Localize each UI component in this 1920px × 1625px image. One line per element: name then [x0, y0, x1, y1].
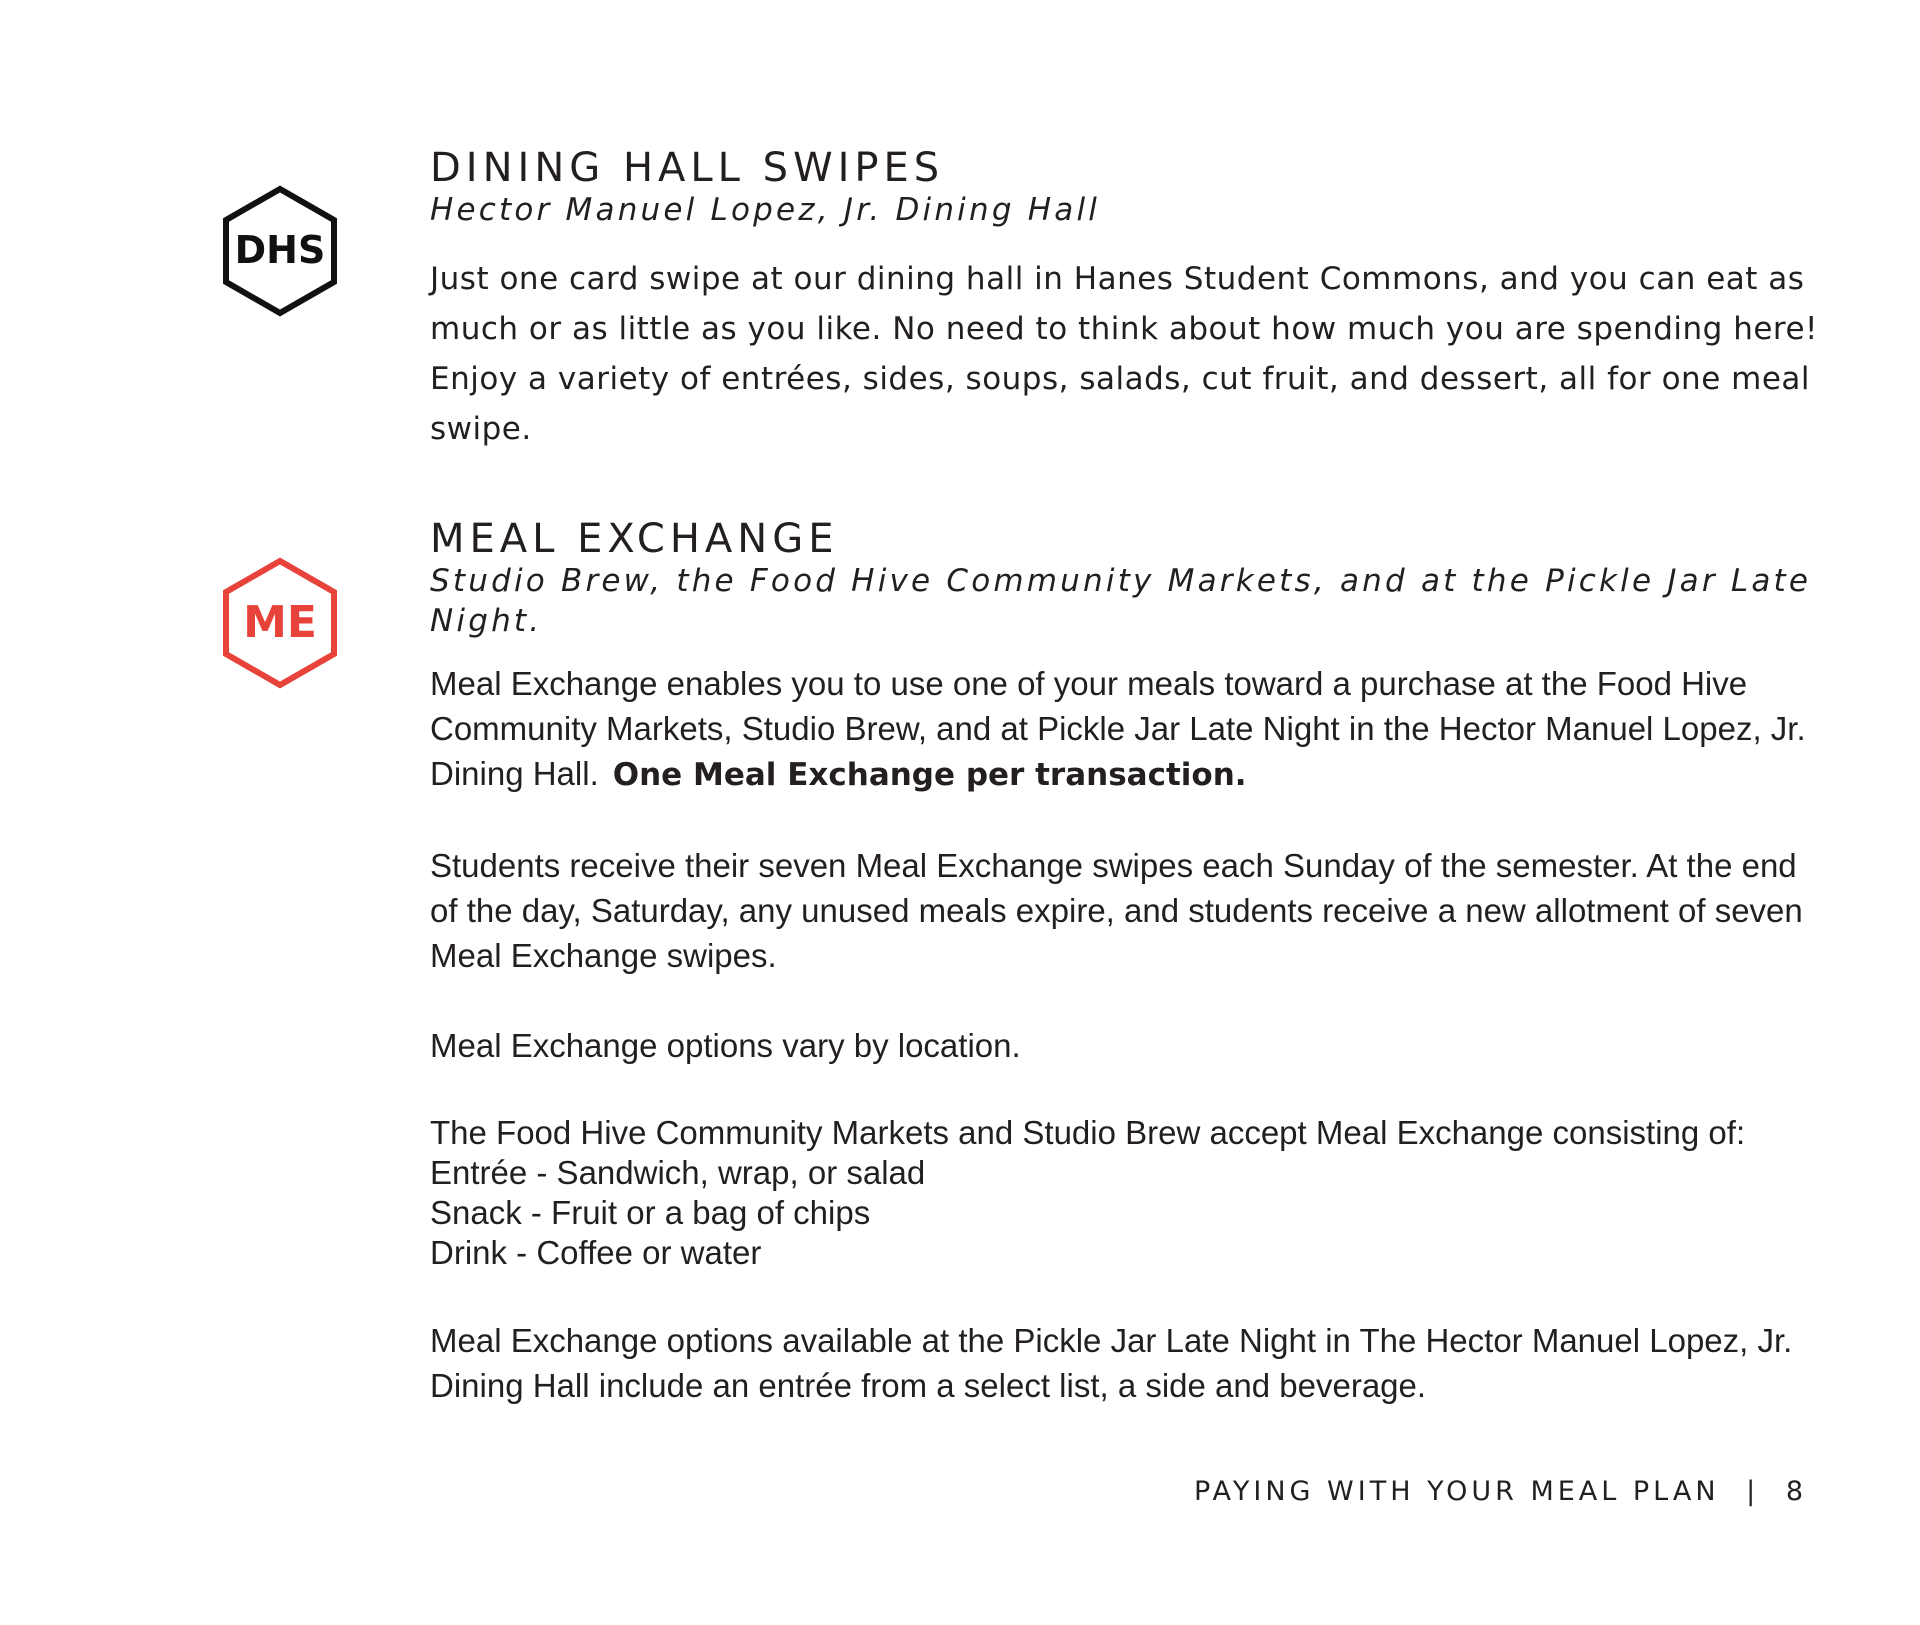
me-icon-label: ME [243, 597, 317, 648]
meal-exchange-limit-note: One Meal Exchange per transaction. [612, 757, 1247, 793]
option-entree: Entrée - Sandwich, wrap, or salad [430, 1154, 926, 1191]
footer-separator: | [1746, 1476, 1760, 1507]
meal-exchange-section [430, 517, 1830, 1408]
pickle-jar-options: Meal Exchange options available at the Pickle Jar Late Night in The Hector Manuel Lopez, Jr. Dining Hall include an entrée from a select list, a side and beverage. [430, 1322, 1793, 1404]
meal-exchange-weekly: Students receive their seven Meal Exchange swipes each Sunday of the semester. At the end of the day, Saturday, any unused meals expire, and students receive a new allotment of seven Meal Exchange swipes. [430, 847, 1803, 974]
page-number: 8 [1785, 1476, 1807, 1507]
meal-exchange-subtitle: Studio Brew, the Food Hive Community Markets, and at the Pickle Jar Late Night. [430, 563, 1812, 639]
options-heading: The Food Hive Community Markets and Studio Brew accept Meal Exchange consisting of: [430, 1114, 1746, 1151]
dining-hall-title: DINING HALL SWIPES [430, 145, 945, 191]
option-snack: Snack - Fruit or a bag of chips [430, 1194, 871, 1231]
dining-hall-body: Just one card swipe at our dining hall in Hanes Student Commons, and you can eat as much or as little as you like. No need to think about how much you are spending here! Enjoy a variety of entrées, sides, soups, salads, cut fruit, and dessert, all for one meal swipe. [430, 261, 1818, 447]
page-footer [1194, 1476, 1807, 1507]
meal-exchange-intro: Meal Exchange enables you to use one of your meals toward a purchase at the Food Hive Community Markets, Studio Brew, and at Pickle Jar Late Night in the Hector Manuel Lopez, Jr. Dining Hall. [430, 665, 1806, 792]
dhs-icon-label: DHS [234, 228, 326, 272]
dining-hall-subtitle: Hector Manuel Lopez, Jr. Dining Hall [430, 192, 1101, 228]
option-drink: Drink - Coffee or water [430, 1234, 762, 1271]
dining-hall-swipes-section [430, 146, 1830, 454]
meal-exchange-title: MEAL EXCHANGE [430, 516, 839, 562]
dhs-hexagon-icon [222, 185, 338, 317]
meal-exchange-options-vary: Meal Exchange options vary by location. [430, 1027, 1021, 1064]
footer-text: PAYING WITH YOUR MEAL PLAN [1193, 1476, 1720, 1507]
meal-exchange-options-block [430, 1113, 1830, 1273]
meal-exchange-intro-paragraph [430, 661, 1830, 798]
me-hexagon-icon [222, 557, 338, 689]
